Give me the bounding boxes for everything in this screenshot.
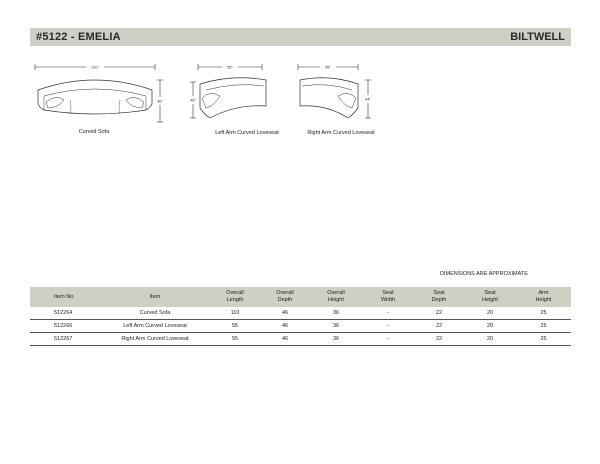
- table-header-row: [30, 287, 571, 307]
- right-loveseat-width-label: 55": [325, 64, 331, 70]
- right-loveseat-depth-label: 44": [365, 96, 371, 102]
- column-header: Item: [149, 293, 161, 300]
- right-loveseat-caption: Right Arm Curved Loveseat: [307, 130, 375, 136]
- left-arm-loveseat-drawing: [180, 60, 270, 140]
- table-cell: -: [362, 307, 414, 320]
- column-header: Seat Width: [380, 290, 396, 303]
- table-cell: 25: [516, 320, 571, 333]
- table-row: [30, 320, 571, 333]
- column-header: Seat Height: [482, 290, 498, 303]
- table-cell: 46: [260, 320, 310, 333]
- column-header: Arm Height: [535, 290, 552, 303]
- column-header: Overall Depth: [276, 290, 294, 303]
- table-cell: 20: [464, 333, 516, 346]
- table-cell: 36: [310, 307, 362, 320]
- table-cell: 512267: [30, 333, 100, 346]
- table-cell: 36: [310, 320, 362, 333]
- column-header: Overall Height: [327, 290, 345, 303]
- table-cell: 46: [260, 307, 310, 320]
- page-header: [30, 28, 571, 46]
- table-cell: 55: [210, 333, 260, 346]
- left-loveseat-caption: Left Arm Curved Loveseat: [215, 130, 279, 136]
- sofa-depth-label: 46": [157, 98, 163, 104]
- table-cell: 36: [310, 333, 362, 346]
- column-header: Overall Length: [226, 290, 244, 303]
- left-loveseat-depth-label: 46": [190, 97, 196, 103]
- table-row: [30, 333, 571, 346]
- brand-name: BILTWELL: [510, 31, 565, 43]
- column-header: Seat Depth: [431, 290, 447, 303]
- table-row: [30, 307, 571, 320]
- table-cell: 25: [516, 333, 571, 346]
- table-cell: 512264: [30, 307, 100, 320]
- left-loveseat-width-label: 55": [227, 64, 233, 70]
- curved-sofa-drawing: [30, 60, 170, 140]
- table-cell: 22: [414, 320, 464, 333]
- right-arm-loveseat-drawing: [290, 60, 380, 140]
- column-header: Item No.: [54, 293, 75, 300]
- table-cell: Curved Sofa: [100, 307, 210, 320]
- table-cell: 55: [210, 320, 260, 333]
- table-cell: 22: [414, 333, 464, 346]
- table-cell: -: [362, 320, 414, 333]
- dimensions-note: DIMENSIONS ARE APPROXIMATE: [440, 271, 528, 277]
- table-cell: 20: [464, 320, 516, 333]
- table-cell: -: [362, 333, 414, 346]
- table-cell: 46: [260, 333, 310, 346]
- product-title: #5122 - EMELIA: [36, 31, 121, 43]
- sofa-width-label: 110": [91, 64, 99, 70]
- table-cell: Right Arm Curved Loveseat: [100, 333, 210, 346]
- sofa-caption: Curved Sofa: [78, 129, 110, 135]
- table-cell: Left Arm Curved Loveseat: [100, 320, 210, 333]
- table-cell: 512266: [30, 320, 100, 333]
- table-cell: 22: [414, 307, 464, 320]
- dimensions-table: [30, 287, 571, 346]
- table-cell: 110: [210, 307, 260, 320]
- table-cell: 25: [516, 307, 571, 320]
- table-cell: 20: [464, 307, 516, 320]
